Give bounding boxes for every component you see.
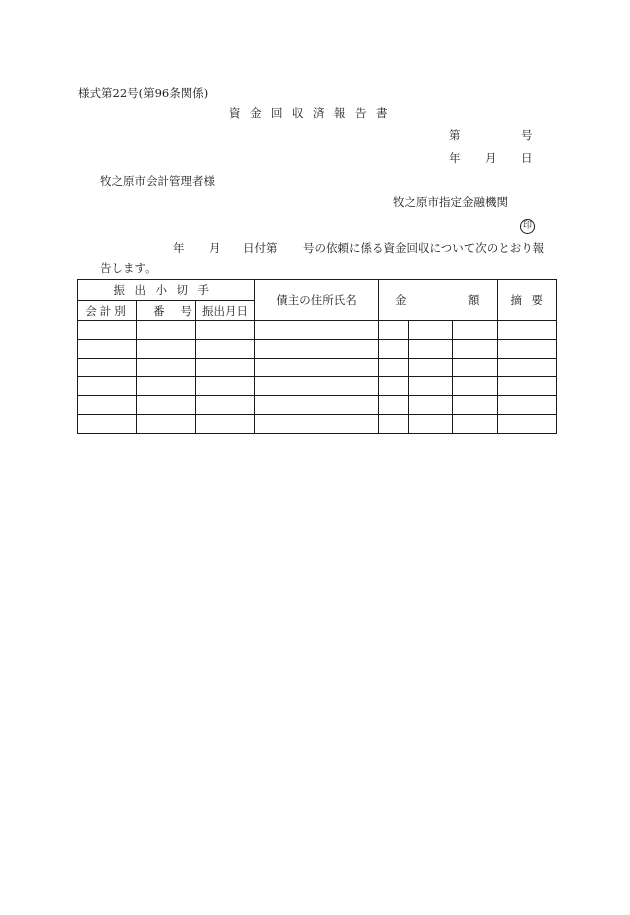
amount-cell-low[interactable]	[453, 339, 498, 358]
amount-cell-high[interactable]	[379, 377, 409, 396]
account-header: 会計別	[78, 301, 137, 321]
amount-cell-high[interactable]	[379, 321, 409, 340]
amount-cell-high[interactable]	[379, 414, 409, 433]
account-cell[interactable]	[78, 414, 137, 433]
report-table	[77, 279, 557, 434]
amount-cell-high[interactable]	[379, 339, 409, 358]
body-text-line1: 号の依頼に係る資金回収について次のとおり報	[303, 241, 545, 255]
issue-date-cell[interactable]	[196, 358, 255, 377]
date-day-label: 日	[521, 151, 533, 165]
payee-cell[interactable]	[255, 321, 379, 340]
amount-cell-mid[interactable]	[409, 339, 453, 358]
amount-cell-low[interactable]	[453, 321, 498, 340]
account-cell[interactable]	[78, 377, 137, 396]
issue-date-cell[interactable]	[196, 377, 255, 396]
document-title: 資金回収済報告書	[229, 106, 397, 120]
date-month-label: 月	[485, 151, 497, 165]
table-row	[78, 339, 557, 358]
issue-date-cell[interactable]	[196, 339, 255, 358]
check-number-cell[interactable]	[137, 377, 196, 396]
amount-cell-low[interactable]	[453, 396, 498, 415]
issue-date-cell[interactable]	[196, 414, 255, 433]
amount-cell-low[interactable]	[453, 377, 498, 396]
payee-cell[interactable]	[255, 414, 379, 433]
checks-issued-header: 振出小切手	[78, 280, 255, 301]
remarks-cell[interactable]	[498, 339, 557, 358]
doc-number-suffix: 号	[521, 128, 533, 142]
form-number: 様式第22号(第96条関係)	[78, 86, 209, 100]
doc-number-prefix: 第	[449, 128, 461, 142]
table-row	[78, 414, 557, 433]
amount-cell-mid[interactable]	[409, 377, 453, 396]
check-number-cell[interactable]	[137, 358, 196, 377]
account-cell[interactable]	[78, 358, 137, 377]
payee-cell[interactable]	[255, 377, 379, 396]
body-dated: 日付第	[243, 241, 278, 255]
amount-cell-high[interactable]	[379, 396, 409, 415]
payee-cell[interactable]	[255, 396, 379, 415]
issue-date-cell[interactable]	[196, 321, 255, 340]
amount-cell-high[interactable]	[379, 358, 409, 377]
body-text-line2: 告します。	[100, 261, 157, 275]
issue-date-header: 振出月日	[196, 301, 255, 321]
sender: 牧之原市指定金融機関	[393, 195, 508, 209]
amount-cell-mid[interactable]	[409, 414, 453, 433]
remarks-header: 摘要	[498, 280, 557, 321]
remarks-cell[interactable]	[498, 358, 557, 377]
addressee: 牧之原市会計管理者様	[100, 174, 215, 188]
account-cell[interactable]	[78, 396, 137, 415]
seal-icon: 印	[520, 219, 535, 234]
amount-header-right: 額	[468, 293, 480, 307]
date-year-label: 年	[449, 151, 461, 165]
amount-header	[379, 280, 498, 321]
remarks-cell[interactable]	[498, 321, 557, 340]
amount-cell-low[interactable]	[453, 358, 498, 377]
table-row	[78, 396, 557, 415]
amount-cell-mid[interactable]	[409, 321, 453, 340]
body-month: 月	[209, 241, 221, 255]
amount-header-left: 金	[395, 293, 407, 307]
remarks-cell[interactable]	[498, 414, 557, 433]
seal-mark	[520, 219, 535, 234]
table-row	[78, 358, 557, 377]
account-cell[interactable]	[78, 339, 137, 358]
body-year: 年	[173, 241, 185, 255]
check-number-cell[interactable]	[137, 321, 196, 340]
check-number-cell[interactable]	[137, 414, 196, 433]
account-cell[interactable]	[78, 321, 137, 340]
table-row	[78, 377, 557, 396]
remarks-cell[interactable]	[498, 377, 557, 396]
payee-cell[interactable]	[255, 339, 379, 358]
table-row	[78, 321, 557, 340]
check-number-cell[interactable]	[137, 339, 196, 358]
amount-cell-mid[interactable]	[409, 396, 453, 415]
number-header: 番号	[137, 301, 196, 321]
issue-date-cell[interactable]	[196, 396, 255, 415]
amount-cell-mid[interactable]	[409, 358, 453, 377]
payee-cell[interactable]	[255, 358, 379, 377]
check-number-cell[interactable]	[137, 396, 196, 415]
payee-header: 債主の住所氏名	[255, 280, 379, 321]
remarks-cell[interactable]	[498, 396, 557, 415]
amount-cell-low[interactable]	[453, 414, 498, 433]
